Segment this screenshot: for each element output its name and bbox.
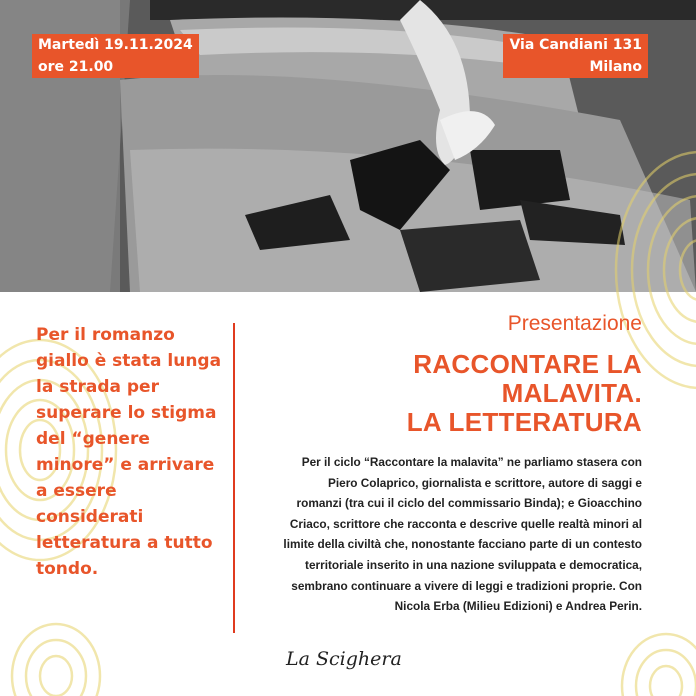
event-date: Martedì 19.11.2024 xyxy=(38,37,193,53)
event-address: Via Candiani 131 xyxy=(509,37,642,53)
event-description: Per il ciclo “Raccontare la malavita” ne parliamo stasera con Piero Colaprico, giornalista e scrittore, autore di saggi e romanzi (tra cui il ciclo del commissario Binda); e Gioacchino Criaco, scrittore che racconta e descrive quelle realtà minori al limite della civiltà che, nonostante facciano parte di un contesto territoriale inserito in una nazione sviluppata e democratica, sembrano continuare a vivere di leggi e tradizioni proprie. Con Nicola Erba (Milieu Edizioni) e Andrea Perin. xyxy=(283,455,642,614)
organizer-signature: La Scighera xyxy=(286,648,402,670)
event-city: Milano xyxy=(589,59,642,75)
pull-quote: Per il romanzo giallo è stata lunga la strada per superare lo stigma del “genere minore” e arrivare a essere considerati letteratura a tutto tondo. xyxy=(36,325,222,579)
event-title xyxy=(262,350,642,437)
event-title-line-2: MALAVITA. xyxy=(501,378,642,408)
event-location-tag xyxy=(503,34,648,78)
event-title-line-3: LA LETTERATURA xyxy=(406,407,642,437)
event-title-line-1: RACCONTARE LA xyxy=(413,349,642,379)
presentation-label: Presentazione xyxy=(507,312,642,335)
event-time: ore 21.00 xyxy=(38,59,114,75)
fingerprint-bottom-left-icon xyxy=(6,586,106,696)
vertical-divider xyxy=(233,323,235,633)
event-date-tag xyxy=(32,34,199,78)
